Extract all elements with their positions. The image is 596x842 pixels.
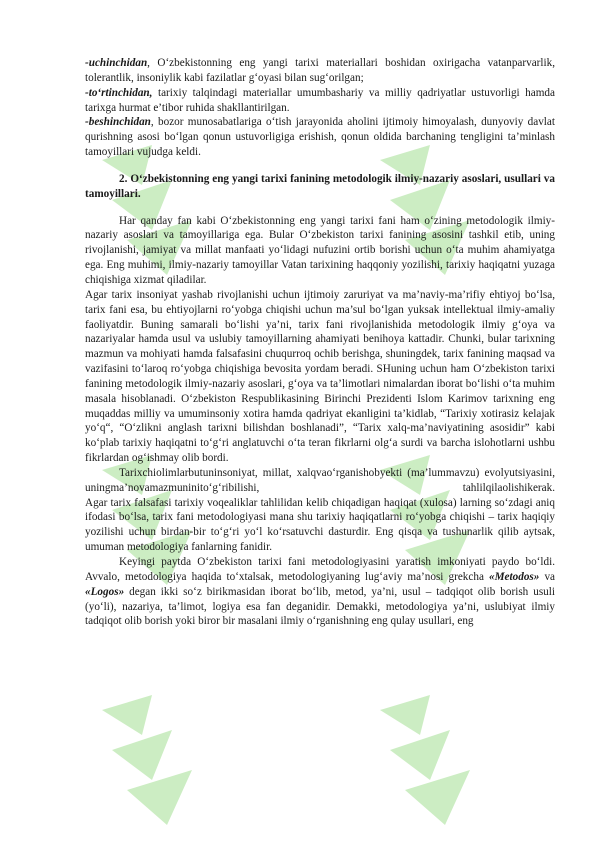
list-item-lead: -uchinchidan (85, 57, 148, 69)
body-text: Keyingi paytda O‘zbekiston tarixi fani metodologiyasini yaratish imkoniyati paydo bo‘ldi. Avvalo, metodologiya haqida to‘xtalsak, metodologiyaning lug‘aviy ma’nosi grekcha (85, 556, 555, 583)
body-paragraph (85, 555, 555, 629)
watermark-logo-icon (360, 690, 490, 840)
body-paragraph-first-line: Tarixchiolimlarbutuninsoniyat, millat, xalqvao‘rganishobyekti (ma’lummavzu) evolyutsiyasini, uningma’novamazmuninito‘g‘ribilishi, tahlilqilaolishikerak. (85, 466, 555, 494)
body-paragraph: Agar tarix falsafasi tarixiy voqealiklar tahlilidan kelib chiqadigan haqiqat (xulosa) larning so‘zdagi aniq ifodasi bo‘lsa, tarix fani metodologiyasi mana shu tarixiy haqiqatlarni ro‘yobga chiqishi – tarix haqiqiy yozilishi uchun birdan-bir to‘g‘ri yo‘l ko‘rsatuvchi dasturdir. Eng qisqa va tushunarlik qilib aytsak, umuman metodologiya fanlarning fanidir. (85, 496, 555, 554)
list-item-text: , O‘zbekistonning eng yangi tarixi materiallari boshidan oxirigacha vatanparvarlik, tolerantlik, insoniylik kabi fazilatlar g‘oyasi bilan sug‘orilgan; (85, 57, 555, 84)
list-item-lead: -beshinchidan (85, 116, 151, 129)
body-paragraph: Har qanday fan kabi O‘zbekistonning eng yangi tarixi fani ham o‘zining metodologik ilmiy-nazariy asoslari va tamoyillariga ega. Bular O‘zbekiston tarixi fanining asosini tashkil etib, uning rivojlanishi, jamiyat va millat manfaati yo‘lidagi nufuzini ortib borishi uchun o‘ta muhim ahamiyatga ega. Eng muhimi, ilmiy-nazariy tamoyillar Vatan tarixining haqqoniy yozilishi, tarixiy haqiqatni yuzaga chiqishiga xizmat qiladilar. (85, 214, 555, 286)
list-item (85, 86, 555, 116)
list-item-lead: -to‘rtinchidan, (85, 86, 153, 99)
body-text: degan ikki so‘z birikmasidan iborat bo‘lib, metod, ya’ni, usul – tadqiqot olib borish usuli (yo‘li), nazariya, ta’limot, logiya esa fan deganidir. Demakki, metodologiya ya’ni, uslubiyat ilmiy tadqiqot olib borish yoki biror bir masalani ilmiy o‘rganishning eng qulay usullari, eng (85, 585, 555, 628)
body-paragraph: Agar tarix insoniyat yashab rivojlanishi uchun ijtimoiy zaruriyat va ma’naviy-ma’rifiy ehtiyoj bo‘lsa, tarix fani esa, bu ehtiyojlarni ro‘yobga chiqishi uchun ma’sul bo‘lgan yuksak intellektual ilmiy-amaliy faoliyatdir. Buning samarali bo‘lishi ya’ni, tarix fani rivojlanishida metodologik ilmiy g‘oya va nazariyalar hamda usul va uslubiy tamoyillarning ahamiyati benihoya kattadir. Chunki, bular tarixning mazmun va mohiyati hamda falsafasini chuqurroq ochib berishga, shuningdek, tarix fanining maqsad va vazifasini to‘laroq ro‘yobga chiqishiga bevosita yordam beradi. SHuning uchun ham O‘zbekiston tarixi fanining metodologik ilmiy-nazariy asoslari, g‘oya va ta’limotlari nimalardan iborat bo‘lishi o‘ta muhim masala hisoblanadi. O‘zbekiston Respublikasining Birinchi Prezidenti Islom Karimov tarixning eng muqaddas milliy va umuminsoniy xotira hamda qadriyat ekanligini ta’kidlab, “Tarixiy xotirasiz kelajak yo‘q“, “O‘zlikni anglash tarixni bilishdan boshlanadi”, “Tarix xalq-ma’naviyatining asosidir” kabi ko‘plab tarixiy haqiqatni to‘g‘ri anglatuvchi o‘ta teran fikrlarni olg‘a surdi va barcha islohotlarni ushbu fikrlardan og‘ishmay olib bordi. (85, 288, 555, 465)
term-logos: «Logos» (85, 585, 125, 598)
list-item-text: tarixiy talqindagi materiallar umumbashariy va milliy qadriyatlar ustuvorligi hamda tarixga hurmat e’tibor ruhida shakllantirilgan. (85, 86, 555, 114)
term-metodos: «Metodos» (489, 570, 540, 583)
list-item-text: , bozor munosabatlariga o‘tish jarayonida aholini ijtimoiy himoyalash, dunyoviy davlat qurishning asosi bo‘lgan qonun ustuvorligiga erishish, qonun oldida barchaning tengligini ta’minlash tamoyillari vujudga keldi. (85, 116, 555, 159)
list-item (85, 115, 555, 160)
list-item (85, 56, 555, 86)
section-heading: 2. O‘zbekistonning eng yangi tarixi fanining metodologik ilmiy-nazariy asoslari, usullari va tamoyillari. (85, 172, 555, 200)
watermark-logo-icon (82, 690, 212, 840)
document-page (85, 56, 555, 629)
body-text: va (539, 570, 556, 583)
